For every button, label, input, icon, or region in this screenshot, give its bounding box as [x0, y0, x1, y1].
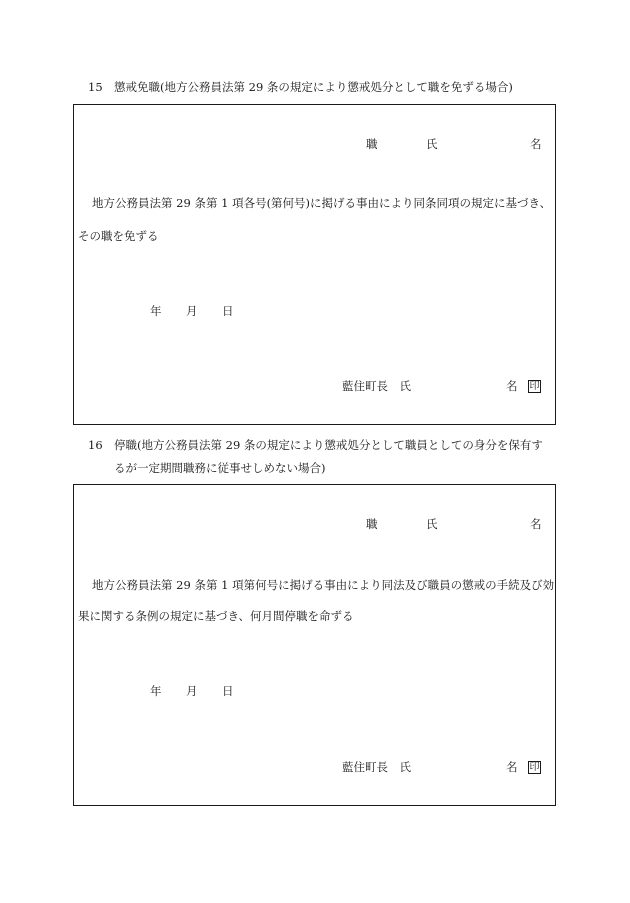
section-16-heading	[88, 440, 543, 452]
section-16-number: 16	[88, 438, 103, 452]
signer-mei-label: 名	[506, 379, 518, 393]
suspension-form-box	[73, 484, 556, 806]
date-year-label: 年	[150, 304, 162, 318]
header-shi-label: 氏	[426, 137, 438, 151]
seal-stamp-box: 印	[529, 381, 540, 392]
section-15-number: 15	[88, 80, 103, 94]
dismissal-form-box	[73, 104, 556, 425]
body-text-line-2: 果に関する条例の規定に基づき、何月間停職を命ずる	[78, 609, 354, 623]
header-shi-label: 氏	[426, 517, 438, 531]
date-month-label: 月	[186, 304, 198, 318]
section-15-heading	[88, 82, 513, 94]
section-16-title-line-1: 停職(地方公務員法第 29 条の規定により懲戒処分として職員としての身分を保有す	[114, 438, 543, 452]
signer-title: 藍住町長 氏	[342, 379, 411, 393]
date-year-label: 年	[150, 684, 162, 698]
section-16-title-line-2: るが一定期間職務に従事せしめない場合)	[114, 461, 326, 475]
date-month-label: 月	[186, 684, 198, 698]
header-mei-label: 名	[530, 517, 542, 531]
section-15-title: 懲戒免職(地方公務員法第 29 条の規定により懲戒処分として職を免ずる場合)	[114, 80, 513, 94]
body-text-line-2: その職を免ずる	[78, 229, 159, 243]
header-shoku-label: 職	[366, 137, 378, 151]
date-day-label: 日	[222, 304, 234, 318]
signer-mei-label: 名	[506, 760, 518, 774]
date-day-label: 日	[222, 684, 234, 698]
body-text-line-1: 地方公務員法第 29 条第 1 項各号(第何号)に掲げる事由により同条同項の規定に基づき、	[92, 196, 552, 210]
seal-stamp-box: 印	[529, 762, 540, 773]
header-shoku-label: 職	[366, 517, 378, 531]
body-text-line-1: 地方公務員法第 29 条第 1 項第何号に掲げる事由により同法及び職員の懲戒の手続及び効	[92, 578, 555, 592]
signer-title: 藍住町長 氏	[342, 760, 411, 774]
header-mei-label: 名	[530, 137, 542, 151]
